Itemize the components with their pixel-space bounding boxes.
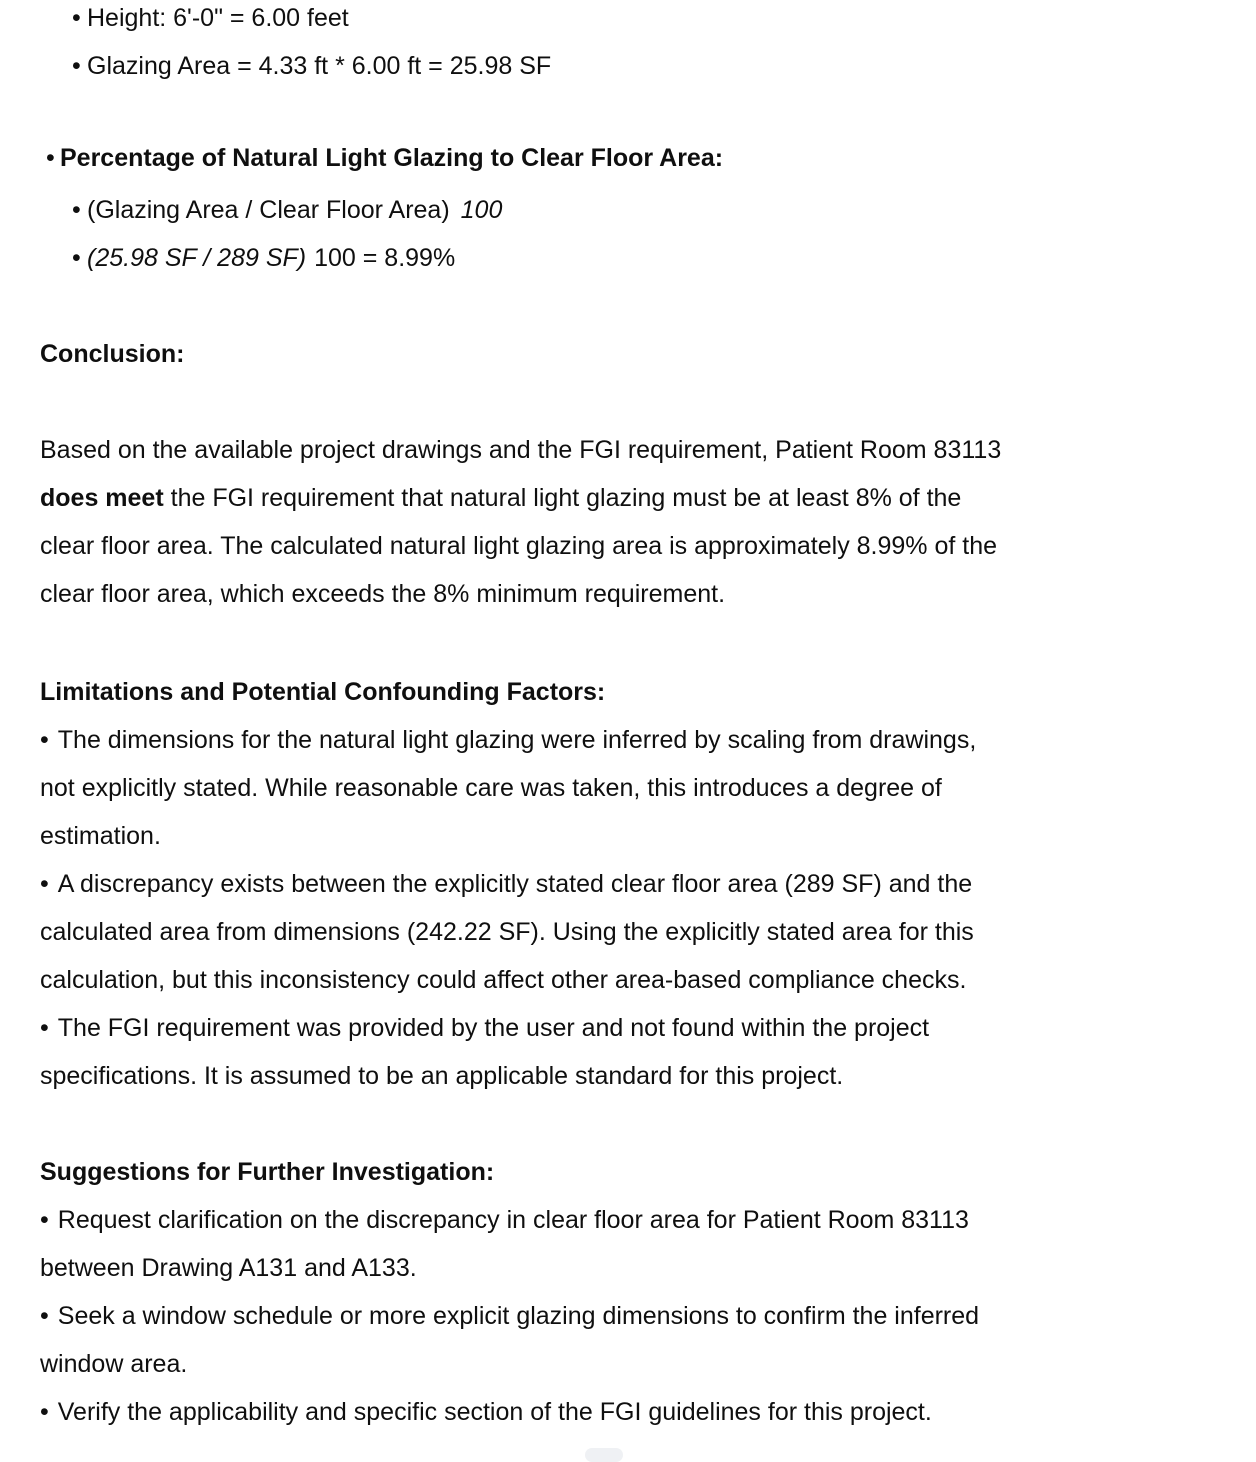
list-item <box>72 234 1013 282</box>
bullet-icon: • <box>40 1302 49 1330</box>
limitations-section <box>40 668 1013 1100</box>
dimension-list <box>40 0 1013 90</box>
suggestion-bullet-text: Request clarification on the discrepancy in clear floor area for Patient Room 83113 between Drawing A131 and A133. <box>40 1206 969 1282</box>
suggestion-bullet <box>40 1292 1013 1388</box>
list-item <box>72 186 1013 234</box>
percentage-list <box>40 134 1013 182</box>
formula-line <box>87 186 502 234</box>
limitation-bullet-text: A discrepancy exists between the explicitly stated clear floor area (289 SF) and the calculated area from dimensions (242.22 SF). Using the explicitly stated area for this calculation, but this inconsistency could affect other area-based compliance checks. <box>40 870 974 994</box>
limitations-heading: Limitations and Potential Confounding Factors: <box>40 678 606 706</box>
conclusion-text-before: Based on the available project drawings and the FGI requirement, Patient Room 83113 <box>40 436 1002 464</box>
bullet-icon: • <box>40 1014 49 1042</box>
percentage-sublist <box>40 186 1013 282</box>
dimension-item-text: Glazing Area = 4.33 ft * 6.00 ft = 25.98 SF <box>87 52 552 80</box>
limitation-bullet-text: The dimensions for the natural light glazing were inferred by scaling from drawings, not explicitly stated. While reasonable care was taken, this introduces a degree of estimation. <box>40 726 977 850</box>
result-normal-text: 100 = 8.99% <box>314 244 456 272</box>
bullet-icon: • <box>40 870 49 898</box>
formula-normal-text: (Glazing Area / Clear Floor Area) <box>87 196 450 224</box>
bullet-icon: • <box>72 52 81 80</box>
conclusion-paragraph <box>40 426 1013 618</box>
suggestion-bullet <box>40 1388 1013 1436</box>
result-line <box>87 234 455 282</box>
suggestion-bullet-text: Verify the applicability and specific section of the FGI guidelines for this project. <box>57 1398 932 1426</box>
bullet-icon: • <box>72 4 81 32</box>
list-item <box>72 0 1013 42</box>
list-item <box>40 134 1013 182</box>
conclusion-heading: Conclusion: <box>40 340 185 368</box>
limitation-bullet <box>40 1004 1013 1100</box>
bullet-icon: • <box>40 1398 49 1426</box>
list-item <box>72 42 1013 90</box>
formula-italic-text: 100 <box>460 196 503 224</box>
conclusion-text-after: the FGI requirement that natural light glazing must be at least 8% of the clear floor area. The calculated natural light glazing area is approximately 8.99% of the clear floor area, which exceeds the 8% minimum requirement. <box>40 484 998 608</box>
suggestion-bullet <box>40 1196 1013 1292</box>
suggestions-section <box>40 1148 1013 1436</box>
suggestion-bullet-text: Seek a window schedule or more explicit glazing dimensions to confirm the inferred window area. <box>40 1302 980 1378</box>
bullet-icon: • <box>40 1206 49 1234</box>
result-italic-text: (25.98 SF / 289 SF) <box>87 244 307 272</box>
limitation-bullet-text: The FGI requirement was provided by the user and not found within the project specifications. It is assumed to be an applicable standard for this project. <box>40 1014 930 1090</box>
bullet-icon: • <box>46 144 55 172</box>
bullet-icon: • <box>72 244 81 272</box>
dimension-item-text: Height: 6'-0" = 6.00 feet <box>87 4 349 32</box>
conclusion-bold-text: does meet <box>40 484 164 512</box>
document-body <box>40 0 1013 1436</box>
percentage-heading: Percentage of Natural Light Glazing to Clear Floor Area: <box>60 144 724 172</box>
limitation-bullet <box>40 716 1013 860</box>
limitation-bullet <box>40 860 1013 1004</box>
suggestions-heading: Suggestions for Further Investigation: <box>40 1158 495 1186</box>
bullet-icon: • <box>72 196 81 224</box>
bullet-icon: • <box>40 726 49 754</box>
